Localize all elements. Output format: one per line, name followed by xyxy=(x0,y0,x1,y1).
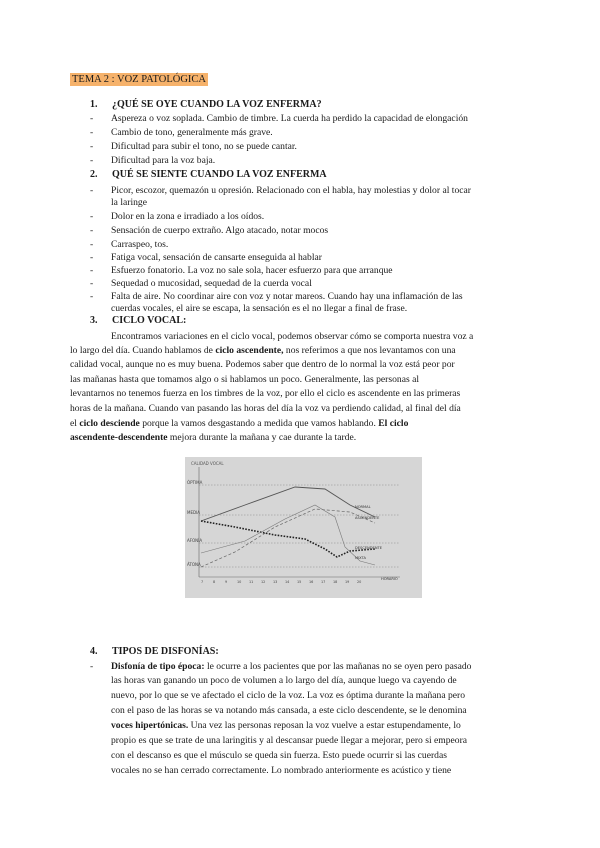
section-2-heading xyxy=(90,169,327,181)
x-tick-label: 8 xyxy=(213,580,216,584)
paragraph-line: Encontramos variaciones en el ciclo vocal, podemos observar cómo se comporta nuestra voz a xyxy=(111,331,474,342)
vocal-cycle-figure xyxy=(185,457,422,598)
paragraph-line: calidad vocal, aunque no es muy buena. Podemos saber que dentro de lo normal la voz está peor por xyxy=(70,359,455,370)
x-tick-label: 12 xyxy=(261,580,266,584)
section-1-title: ¿QUÉ SE OYE CUANDO LA VOZ ENFERMA? xyxy=(112,99,322,110)
section-1-heading xyxy=(90,99,322,111)
level-label: MEDIA xyxy=(187,510,200,515)
x-tick-label: 7 xyxy=(201,580,204,584)
section-4-number: 4. xyxy=(90,646,98,657)
x-tick-label: 18 xyxy=(333,580,338,584)
paragraph-line: las horas van ganando un poco de volumen a lo largo del día, aunque luego va cayendo de xyxy=(111,675,457,686)
section-3-number: 3. xyxy=(90,315,98,326)
section-3-heading xyxy=(90,315,186,327)
x-axis-label: HORARIO xyxy=(381,577,398,581)
paragraph-line: propio es que se trate de una laringitis y al descansar puede llegar a mejorar, pero si empeora xyxy=(111,735,468,746)
x-tick-label: 17 xyxy=(321,580,326,584)
series-label: DESCENDENTE xyxy=(355,546,382,550)
series-label: ASCENDENTE xyxy=(355,516,380,520)
x-tick-label: 11 xyxy=(249,580,254,584)
paragraph-line: ascendente-descendente mejora durante la mañana y cae durante la tarde. xyxy=(70,432,357,443)
section-1-number: 1. xyxy=(90,99,98,110)
paragraph-line: vocales no se han cerrado correctamente. Lo nombrado anteriormente es acústico y tiene xyxy=(111,765,452,776)
y-axis-label: CALIDAD VOCAL xyxy=(191,461,224,466)
x-tick-label: 15 xyxy=(297,580,302,584)
level-label: ÓPTIMA xyxy=(187,480,203,485)
x-tick-label: 13 xyxy=(273,580,278,584)
x-tick-label: 9 xyxy=(225,580,228,584)
paragraph-line: lo largo del día. Cuando hablamos de ciclo ascendente, nos referimos a que nos levantamos con una xyxy=(70,345,456,356)
x-tick-label: 14 xyxy=(285,580,290,584)
paragraph-line: nuevo, por lo que se ve afectado el ciclo de la voz. La voz es óptima durante la mañana pero xyxy=(111,690,466,701)
paragraph-line: levantarnos no tenemos fuerza en los timbres de la voz, por ello el ciclo es ascendente en las primeras xyxy=(70,388,461,399)
x-tick-label: 19 xyxy=(345,580,350,584)
paragraph-line: el ciclo desciende porque la vamos desgastando a medida que vamos hablando. El ciclo xyxy=(70,418,409,429)
section-2-number: 2. xyxy=(90,169,98,180)
x-tick-label: 16 xyxy=(309,580,314,584)
paragraph-line: las mañanas hasta que tomamos algo o si hablamos un poco. Generalmente, las personas al xyxy=(70,374,420,385)
x-tick-label: 10 xyxy=(237,580,242,584)
document-page: TEMA 2 : VOZ PATOLÓGICA 1. ¿QUÉ SE OYE CUANDO LA VOZ ENFERMA? - Aspereza o voz soplada. Cambio de timbre. La cuerda ha perdido la capacidad de elongación - Cambio de tono, generalmente más grave. - Dificultad para subir el tono, no se puede cantar. - Dificultad para la voz baja. 2. QUÉ SE SIENTE CUANDO LA VOZ ENFERMA - Picor, escozor, quemazón u opresión. Relacionado con el habla, hay molestias y dolor al tocar la laringe - Dolor en la zona e irradiado a los oídos. - Sensación de cuerpo extraño. Algo atacado, notar mocos - Carraspeo, tos. - Fatiga vocal, sensación de cansarte enseguida al hablar - Esfuerzo fonatorio. La voz no sale sola, hacer esfuerzo para que arranque - Sequedad o mucosidad, sequedad de la cuerda vocal - Falta de aire. No coordinar aire con voz y notar mareos. Cuando hay una inflamación de las cuerdas vocales, el aire se escapa, la sensación es el no llegar a final de frase. 3. CICLO VOCAL: Encontramos variaciones en el ciclo vocal, podemos observar cómo se comporta nuestra voz a lo largo del día. Cuando hablamos de ciclo ascendente, nos referimos a que nos levantamos con una calidad vocal, aunque no es muy buena. Podemos saber que dentro de lo normal la voz está peor por las mañanas hasta que tomamos algo o si hablamos un poco. Generalmente, las personas al levantarnos no tenemos fuerza en los timbres de la voz, por ello el ciclo es ascendente en las primeras horas de la mañana. Cuando van pasando las horas del día la voz va perdiendo calidad, al final del día el ciclo desciende porque la vamos desgastando a medida que vamos hablando. El ciclo ascendente-descendente mejora durante la mañana y cae durante la tarde. CALIDAD VOCAL ÓPTIMA MEDIA AFONÍA ÁTONA NORMAL ASCENDENTE DESCENDENTE MIXTA HORARIO 7 8 9 10 11 12 13 14 15 16 17 18 19 20 4. TIPOS DE DISFONÍAS: - Disfonía de tipo época: le ocurre a los pacientes que por las mañanas no se oyen pero pasado las horas van ganando un poco de volumen a lo largo del día, aunque luego va cayendo de nuevo, por lo que se ve afectado el ciclo de la voz. La voz es óptima durante la mañana pero con el paso de las horas se va notando más cansada, a este ciclo descendente, se le denomina voces hipertónicas. Una vez las personas reposan la voz vuelve a estar estupendamente, lo propio es que se trate de una laringitis y al descansar puede llegar a mejorar, pero si empeora con el descanso es que el músculo se queda sin fuerza. Esto puede ocurrir si las cuerdas vocales no se han cerrado correctamente. Lo nombrado anteriormente es acústico y tiene xyxy=(70,74,474,776)
section-4-heading xyxy=(90,646,219,658)
section-3-title: CICLO VOCAL: xyxy=(112,315,187,326)
paragraph-line: voces hipertónicas. Una vez las personas reposan la voz vuelve a estar estupendamente, lo xyxy=(111,720,461,731)
section-2-title: QUÉ SE SIENTE CUANDO LA VOZ ENFERMA xyxy=(112,169,327,180)
level-label: AFONÍA xyxy=(187,538,203,543)
series-label: NORMAL xyxy=(355,505,371,509)
series-label: MIXTA xyxy=(355,556,366,560)
paragraph-line: con el descanso es que el músculo se queda sin fuerza. Esto puede ocurrir si las cuerdas xyxy=(111,750,447,761)
level-label: ÁTONA xyxy=(187,562,201,567)
paragraph-line: horas de la mañana. Cuando van pasando las horas del día la voz va perdiendo calidad, al final del día xyxy=(70,403,461,414)
paragraph-line: con el paso de las horas se va notando más cansada, a este ciclo descendente, se le denomina xyxy=(111,705,467,716)
section-4-title: TIPOS DE DISFONÍAS: xyxy=(112,646,219,657)
vocal-cycle-chart xyxy=(185,457,422,598)
x-tick-label: 20 xyxy=(357,580,362,584)
document-title: TEMA 2 : VOZ PATOLÓGICA xyxy=(72,74,206,85)
